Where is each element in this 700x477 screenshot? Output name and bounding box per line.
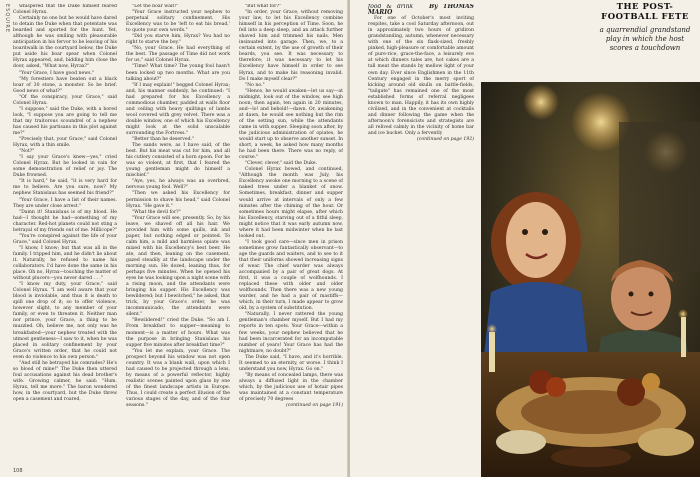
story-column-2 [126, 4, 230, 466]
paragraph: "In order, your Grace, without removing your law, to let his Excellency combine himself in his perception of Time. Soon, he fell into a deep sleep, and an attack further shaved him and trimmed his nails. Men insinuated into garage. Then, we, to a certain extent, by the use of growth of their beards, you see. It was necessary to therefore; it was necessary to let his Excellency have himself in order to see Hyrax, and to make his reasoning invalid. Do I make myself clear?" [239, 10, 343, 82]
paragraph: "Naturally, I never rattered the young gentleman's chamber myself. But I had my reports in ten spots. Your Grace—within a few weeks, your nephew believed that he had been incarcerated for an incomputable number of years! Your Grace has had the nightmare, no doubt?" [239, 312, 343, 354]
paragraph: Certainly no one but he would have dared to detain the Duke when that potentate was bearded and sported for the hunt. Yet, although he was smiling with pleasurable anticipation in his fervor to be leaving of his boardwalk in the courtyard below, the Duke put aside his boar spear when Colonel Hyrax appeared, and, bidding him close the door, asked, "What now, Hyrax?" [13, 16, 117, 70]
paragraph: "No no." [245, 82, 265, 88]
paragraph: "Your Grace will see, presently. So, by his leave, we shaved off all his hair. We provided him with some quills, ink and paper, but nothing edged or pointed. To calm him, a mild and harmless opiate was mixed with his Excellency's best beer. He ate, and then, leaning on the casement, gazed steadily at the landscape under the morning sun. He dozed, leaning thus, for perhaps five minutes. When he opened his eyes he was looking upon a night scene with a rising moon, and the attendants were bringing his supper. His Excellency was bewildered; but I bewitched," he asked, that trick, by your Grace's order, he was incommunicado, the attendants were silent." [126, 215, 230, 318]
paragraph: "By means of concealed lamps, there was always a diffused light in the chamber which, by the judicious use of hotair pipes was maintained at a constant temperature of precisely 70 degrees [239, 372, 343, 403]
paragraph: "It is hard," he said, "it is very hard for me to believe. Are you sure, now? My nephew Stanislaus has seemed his friend?" [13, 179, 117, 197]
intro-column-1 [368, 4, 474, 472]
paragraph: "Then we asked his Excellency for permission to shave his head," said Colonel Hyrax. "He gave it." [126, 191, 230, 209]
paragraph: "Did you starve him, Hyrax? You had no right to starve the boy." [126, 34, 230, 46]
left-page [0, 0, 348, 477]
paragraph: "Bewildered!" cried the Duke. "So am I. From breakfast to supper—meaning to moment—is a matter of hours. What was the purpose in bringing Stanislaus his supper five minutes after breakfast time?" [126, 318, 230, 348]
paragraph: "Clever, clever," said the Duke. [245, 161, 318, 167]
byline [368, 4, 474, 16]
paragraph: "Damn it! Stanislaus is of my blood. He had—I thought he had—something of my character. Red-hot planets could not sting a betrayal of my friends out of me. Millicope?" [13, 209, 117, 233]
page-number: 108 [13, 468, 23, 474]
paragraph: "And still he betrayed his comrades? He's so blood of mine!" The Duke then uttered foul accusations against his dead brother's wife. Growing calmer, he said: "Hum. Hyrax, tell me more." The baron wondered how, in the courtyard, but the Duke threw open a casement and roared, [13, 360, 117, 403]
section-label: food & drink [368, 4, 414, 10]
paragraph: "Precisely that, your Grace," said Colonel Hyrax, with a thin smile. [13, 137, 117, 149]
paragraph: "I know my duty, your Grace," said Colonel Hyrax. "I am well aware that your blood is inviolable, and thus it is death to spill one drop of it; so to offer violence, however slight, to any member of your family, or even to threaten it. Neither man nor prince, your Grace, a thing to be muzzled. Oh, believe me, not only was he breakfasted—your nephew treated with the utmost gentleness—I saw to it, when he was placed in solitary confinement by your Grace's written order, that he could not even do violence to his own person." [13, 282, 117, 360]
paragraph: "No, your Grace. He had everything of the best. The passage of Time did not work for us," said Colonel Hyrax. [126, 46, 230, 64]
paragraph: Colonel Hyrax bowed, and continued, "Although the month was July, his Excellency awoke one morning to a scene of naked trees under a blanket of snow. Sometimes, breakfast, dinner and supper would arrive at intervals of only a few minutes after the chiming of the hour. Or sometimes hours might elapse, after which his Excellency, starving out of a fitful sleep, might notice that it was early autumn now, where it had been midwinter when he last looked out. [239, 167, 343, 239]
paragraph: "Your Grace instructed your nephew to perpetual solitary confinement. His Excellency was to be 'left to eat his bread,' to quote your own words." [126, 10, 230, 34]
paragraph: "I took good care—since men in prison sometimes grow fantastically observant—to age the guards and waiters, and to see to it that their uniforms showed increasing signs of wear. The chief warder was always accompanied by a pair of great dogs. At first, it was a couple of wolfhounds. I replaced these with older and older wolfhounds. Then there was a new young warder, and he had a pair of mastiffs—which, in their turn, I made appear to grow old, by a system of substitution. [239, 239, 343, 312]
paragraph: The sands were, as I have said, of the best. But his meat was cut for him, and all his cutlery consisted of a horn spoon. For he was so violent, at first, that I feared the young gentleman might do himself a mischief." [126, 143, 230, 179]
paragraph: "I know, I know; but that was all in the family. I tripped him, and he didn't lie about it. Naturally, he refused to name his collaborators. I'd have done the same in his place. Oh no, Hyrax—touching the matter of without plucers—you never dared . . ." [13, 245, 117, 282]
article-title-block [595, 2, 695, 53]
paragraph: "You're conspired against the life of your Grace," said Colonel Hyrax. [13, 233, 117, 245]
paragraph: "Time? What time? The young fool hasn't been locked up two months. What are you talking about?" [126, 64, 230, 82]
paragraph: "Not?" [19, 149, 35, 155]
paragraph: (continued on page 191) [286, 403, 343, 409]
paragraph: "I say your Grace's knew—yes," cried Colonel Hyrax. But he looked in vain for some demonstration of relief or joy. The Duke frowned. [13, 155, 117, 179]
paragraph: "Your Grace, I have good news." [19, 70, 95, 76]
paragraph: "Your Grace, I have a list of their names. They are under close arrest." [13, 197, 117, 209]
intro-text [368, 16, 474, 143]
paragraph: "Aye, yes, he always was an overbred, nervous young fool. Well?" [126, 179, 230, 191]
sidebar-label: ESQUIRE [4, 4, 10, 34]
article-subtitle: a quarrendial grandstand play in which the host scores a touchdown [599, 26, 691, 52]
paragraph: "If I may explain!" begged Colonel Hyrax; and, his manner suddenly, he continued: "I had prepared for his Excellency a commodious chamber, padded at walls floor and ceiling with heavy quiltings of lambs wool covered with grey velvet. There was a double window, one of which his Excellency might look at the solid unscalable surrounding the Fortress." [126, 82, 230, 136]
paragraph: "What the devil for?" [132, 209, 181, 215]
paragraph: "Let the boar wait!" [132, 4, 179, 9]
paragraph: "I suppose," said the Duke, with a bored look, "I suppose you are going to tell me that my traitorous scoundrel of a nephew has caused his partisans in this plot against me?" [13, 106, 117, 136]
article-title: THE POST-FOOTBALL FETE [601, 2, 689, 22]
paragraph: "Hence, he would awaken—let us say—at midnight, look out of the window, see high noon; then again, ten again in 20 minutes, and—lo! and behold!—dawn. Or, awakening at dawn, he would see nothing but the rim of the setting sun, while the attendants came in with supper. Sleeping soon after, by the judicious administration of opiates, he would start up to observe another sunset. In short, a week, he asked how many months he had been there. There was no reply, of course." [239, 88, 343, 161]
story-column-1 [13, 4, 117, 454]
party-photo-illustration [481, 82, 700, 477]
author: By THOMAS MARIO [368, 4, 474, 17]
paragraph: "But what for?" [245, 4, 281, 9]
paragraph: For one of October's most inviting respites, take a cool Saturday afternoon, out in approximately two hours of gridiron grandstanding, autumn, whenever necessary with one of the six flask-sized, freshly pinked, high-pleasure or comfortable amount of pure-rice, grace-the-face, a leisurely eve at which dinners tales are, hot cakes are a tall meat the stands by mellow light of your own day. Ever since Englishmen in the 11th Century engaged in the merry sport of kicking around old skulls on battle-fields, "tailgate" has remained one of the most established forms of referral negligees known to man. Happily, it has its own highly civilized, and in the convenient at cocktails and dinner following the game when the afternoon's forensicists and strategists are all relived calmly in the vicinity of home bar and ice bucket. Only a fervently [368, 16, 474, 136]
story-column-3 [239, 4, 343, 466]
paragraph: The Duke said, "I have, and it's horrible. It seemed to an eternity, or worse. I think I understand you now, Hyrax. Go on." [239, 354, 343, 372]
paragraph: "Better than he deserved." [132, 137, 195, 143]
party-photo [481, 82, 700, 477]
paragraph: (continued on page 192) [417, 137, 474, 143]
paragraph: "You let me explain, your Grace. The prospect beyond his window was not open country. It was a blank wall, upon which I had caused to be projected through a lens, by means of a powerful reflector, highly realistic scenes painted upon glass by one of the finest landscape artists in Europe. Thus, I could create a perfect illusion of the various stages of the day, and of the four seasons." [126, 348, 230, 409]
paragraph: "My forestiers have beaten out a black boar of 30 stone, a monster. So be brief. Good news of what?" [13, 76, 117, 94]
paragraph: "Of the conspiracy, your Grace," said Colonel Hyrax. [13, 94, 117, 106]
paragraph: whispered that the Duke himself feared Colonel Hyrax. [13, 4, 117, 16]
